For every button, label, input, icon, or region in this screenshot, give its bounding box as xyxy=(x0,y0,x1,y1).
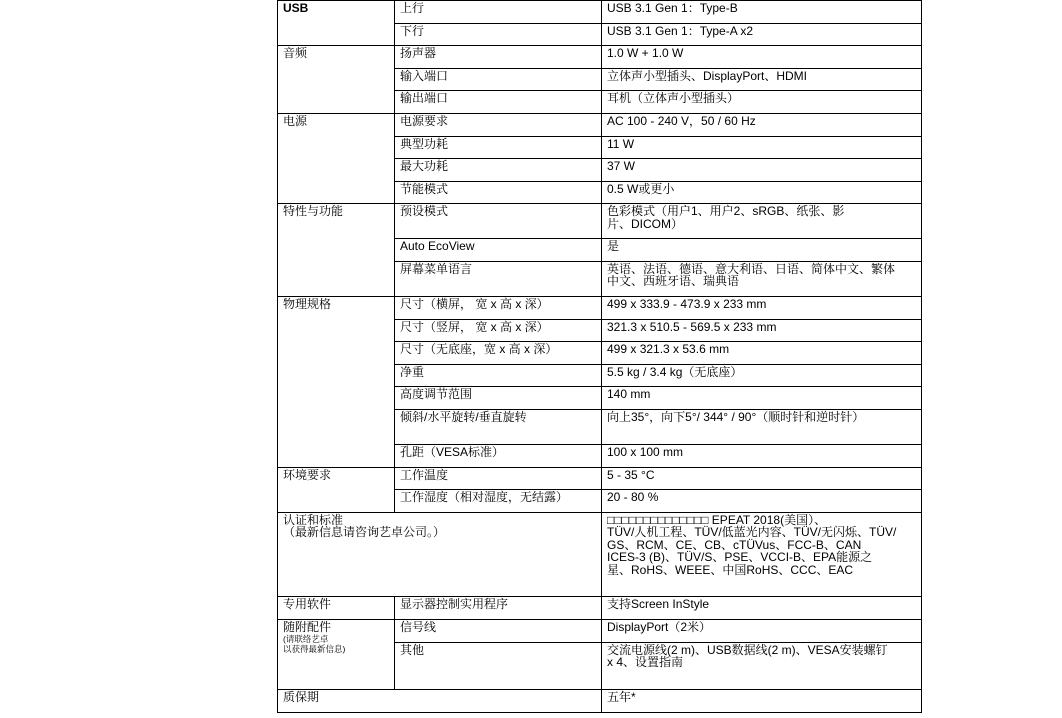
spec-value: 140 mm xyxy=(602,387,922,410)
spec-row xyxy=(278,620,922,643)
spec-category-text: 认证和标准 （最新信息请咨询艺卓公司。） xyxy=(283,512,446,540)
spec-label: 工作温度 xyxy=(395,467,602,490)
spec-row xyxy=(278,296,922,319)
spec-category xyxy=(278,204,395,297)
spec-value: 11 W xyxy=(602,136,922,159)
spec-label: 输出端口 xyxy=(395,91,602,114)
spec-table-body xyxy=(278,1,922,713)
spec-label: 信号线 xyxy=(395,620,602,643)
spec-value: 100 x 100 mm xyxy=(602,444,922,467)
spec-category xyxy=(278,296,395,467)
spec-row xyxy=(278,1,922,24)
spec-value: 5 - 35 °C xyxy=(602,467,922,490)
spec-category xyxy=(278,690,602,713)
spec-label: 倾斜/水平旋转/垂直旋转 xyxy=(395,409,602,444)
spec-label: 输入端口 xyxy=(395,68,602,91)
spec-value: USB 3.1 Gen 1：Type-A x2 xyxy=(602,23,922,46)
spec-value: 色彩模式（用户1、用户2、sRGB、纸张、影 片、DICOM） xyxy=(602,204,922,239)
spec-label: 屏幕菜单语言 xyxy=(395,261,602,296)
spec-label: 尺寸（横屏， 宽 x 高 x 深） xyxy=(395,296,602,319)
spec-value: 交流电源线(2 m)、USB数据线(2 m)、VESA安装螺钉 x 4、设置指南 xyxy=(602,642,922,689)
spec-category-text: 物理规格 xyxy=(283,296,332,311)
spec-value: 20 - 80 % xyxy=(602,490,922,513)
spec-value: USB 3.1 Gen 1：Type-B xyxy=(602,1,922,24)
spec-label: 最大功耗 xyxy=(395,159,602,182)
spec-value: 立体声小型插头、DisplayPort、HDMI xyxy=(602,68,922,91)
spec-category-text: 音频 xyxy=(283,46,308,61)
spec-row xyxy=(278,690,922,713)
spec-value: 向上35°，向下5°/ 344° / 90°（顺时针和逆时针） xyxy=(602,409,922,444)
spec-value: 499 x 321.3 x 53.6 mm xyxy=(602,342,922,365)
spec-value: AC 100 - 240 V，50 / 60 Hz xyxy=(602,113,922,136)
spec-category xyxy=(278,467,395,512)
spec-value: 英语、法语、德语、意大利语、日语、简体中文、繁体 中文、西班牙语、瑞典语 xyxy=(602,261,922,296)
spec-label: 下行 xyxy=(395,23,602,46)
spec-label: 预设模式 xyxy=(395,204,602,239)
spec-row xyxy=(278,113,922,136)
spec-row xyxy=(278,204,922,239)
spec-label: 其他 xyxy=(395,642,602,689)
spec-label: 孔距（VESA标准） xyxy=(395,444,602,467)
spec-category-text: 特性与功能 xyxy=(283,204,344,219)
spec-category-text: 随附配件 xyxy=(283,620,332,635)
spec-value: □□□□□□□□□□□□□□ EPEAT 2018(美国）、 TÜV/人机工程、TÜV/低蓝光内容、TÜV/无闪烁、TÜV/ GS、RCM、CE、CB、cTÜVus、FCC-B、CAN ICES-3 (B)、TÜV/S、PSE、VCCI-B、EPA能源之 星、RoHS、WEEE、中国RoHS、CCC、EAC xyxy=(602,512,922,597)
spec-category-text: 专用软件 xyxy=(283,597,332,612)
spec-value: 499 x 333.9 - 473.9 x 233 mm xyxy=(602,296,922,319)
spec-category-text: 质保期 xyxy=(283,690,320,705)
spec-value: 是 xyxy=(602,239,922,262)
spec-label: 显示器控制实用程序 xyxy=(395,597,602,620)
spec-label: 尺寸（竖屏， 宽 x 高 x 深） xyxy=(395,319,602,342)
spec-label: 扬声器 xyxy=(395,46,602,69)
spec-category-text: 电源 xyxy=(283,113,308,128)
spec-value: 0.5 W或更小 xyxy=(602,181,922,204)
spec-label: 上行 xyxy=(395,1,602,24)
spec-category xyxy=(278,1,395,46)
spec-row xyxy=(278,46,922,69)
spec-category xyxy=(278,620,395,690)
spec-category-text: 环境要求 xyxy=(283,467,332,482)
spec-value: 5.5 kg / 3.4 kg（无底座） xyxy=(602,364,922,387)
spec-value: 321.3 x 510.5 - 569.5 x 233 mm xyxy=(602,319,922,342)
spec-category xyxy=(278,46,395,114)
spec-category xyxy=(278,512,602,597)
spec-label: 高度调节范围 xyxy=(395,387,602,410)
spec-row xyxy=(278,467,922,490)
spec-label: 电源要求 xyxy=(395,113,602,136)
spec-label: 节能模式 xyxy=(395,181,602,204)
spec-label: Auto EcoView xyxy=(395,239,602,262)
spec-category-text: USB xyxy=(283,1,309,15)
spec-row xyxy=(278,597,922,620)
spec-label: 尺寸（无底座，宽 x 高 x 深） xyxy=(395,342,602,365)
spec-value: 五年* xyxy=(602,690,922,713)
spec-row xyxy=(278,512,922,597)
spec-category-note: (请联络艺卓 以获得最新信息) xyxy=(283,633,346,654)
spec-label: 工作湿度（相对湿度，无结露） xyxy=(395,490,602,513)
spec-label: 净重 xyxy=(395,364,602,387)
spec-table xyxy=(277,0,922,713)
spec-value: 1.0 W + 1.0 W xyxy=(602,46,922,69)
spec-category xyxy=(278,113,395,203)
spec-value: 支持Screen InStyle xyxy=(602,597,922,620)
spec-category xyxy=(278,597,395,620)
spec-value: DisplayPort（2米） xyxy=(602,620,922,643)
spec-value: 37 W xyxy=(602,159,922,182)
spec-label: 典型功耗 xyxy=(395,136,602,159)
spec-value: 耳机（立体声小型插头） xyxy=(602,91,922,114)
